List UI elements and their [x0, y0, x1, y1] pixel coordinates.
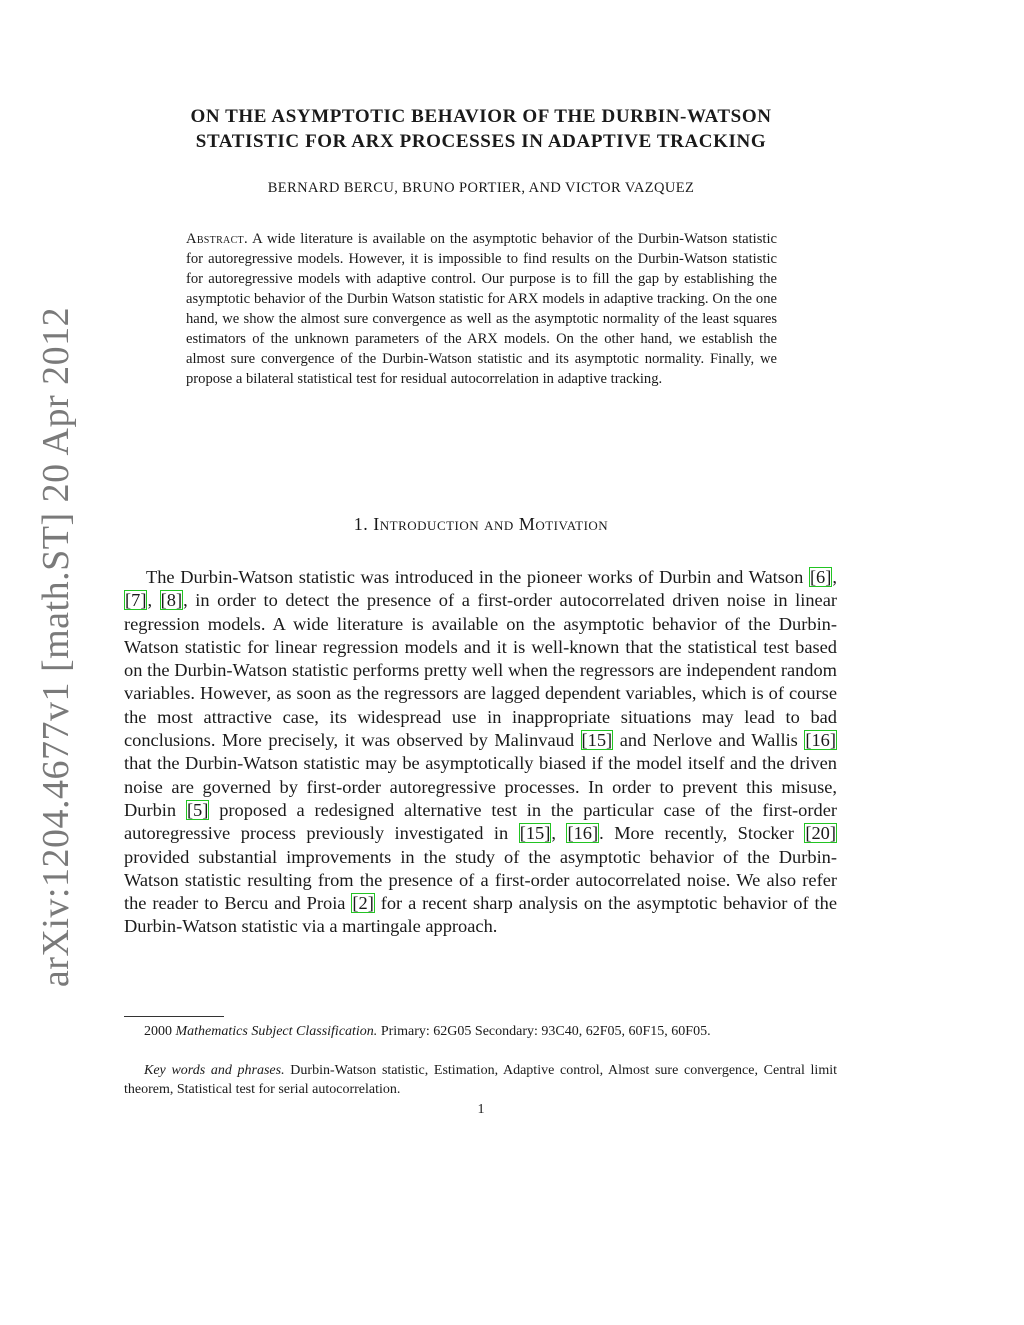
citation-link[interactable]: [5]: [186, 799, 209, 820]
body-text: ,: [147, 590, 160, 611]
section-title: Introduction and Motivation: [373, 514, 609, 534]
title-line-2: STATISTIC FOR ARX PROCESSES IN ADAPTIVE TRACKING: [195, 131, 767, 152]
body-text: , in order to detect the presence of a first-order autocorrelated driven noise in linear regression models. A wide literature is available on the asymptotic behavior of the Durbin-Watson statistic for linear regression models and it is well-known that the statistical test based on the Durbin-Watson statistic performs pretty well when the regressors are independent random variables. However, as soon as the regressors are lagged dependent variables, which is of course the most attractive case, its widespread use in inappropriate situations may lead to bad conclusions. More precisely, it was observed by Malinvaud: [124, 590, 837, 751]
citation-link[interactable]: [6]: [809, 567, 832, 587]
citation-link[interactable]: [20]: [805, 823, 836, 844]
section-heading: [124, 514, 838, 535]
footnote-rule: [124, 1016, 224, 1017]
section-number: 1.: [353, 514, 369, 534]
citation-link[interactable]: [15]: [519, 823, 551, 844]
keywords-label: Key words and phrases.: [144, 1063, 285, 1078]
paper-title: [124, 104, 838, 154]
footnote-msc: [124, 1022, 837, 1041]
body-text: for a recent sharp analysis on the asymptotic behavior of the Durbin-Watson statistic via a martingale approach.: [124, 893, 837, 937]
msc-text: Primary: 62G05 Secondary: 93C40, 62F05, 60F15, 60F05.: [380, 1024, 711, 1039]
footnote-keywords: [124, 1061, 837, 1099]
citation-link[interactable]: [7]: [125, 590, 147, 611]
citation-link[interactable]: [16]: [567, 823, 599, 844]
body-text: ,: [551, 823, 567, 844]
abstract: [186, 229, 777, 389]
intro-paragraph: [124, 566, 837, 939]
citation-link[interactable]: [16]: [805, 730, 836, 751]
arxiv-identifier: arXiv:1204.4677v1 [math.ST] 20 Apr 2012: [35, 306, 77, 988]
body-text: that the Durbin-Watson statistic may be asymptotically biased if the model itself and the driven noise are governed by first-order autoregressive processes. In order to prevent this misuse, Durbin: [124, 753, 837, 820]
body-text: provided substantial improvements in the study of the asymptotic behavior of the Durbin-Watson statistic resulting from the presence of a first-order autocorrelated noise. We also refer the reader to Bercu and Proia: [124, 846, 837, 914]
citation-link[interactable]: [15]: [581, 730, 613, 751]
authors: BERNARD BERCU, BRUNO PORTIER, AND VICTOR VAZQUEZ: [267, 180, 695, 196]
body-text: and Nerlove and Wallis: [613, 730, 805, 751]
body-text: proposed a redesigned alternative test in the particular case of the first-order autoregressive process previously investigated in: [124, 799, 837, 844]
msc-label: Mathematics Subject Classification.: [175, 1024, 378, 1039]
citation-link[interactable]: [8]: [160, 590, 183, 611]
msc-year: 2000: [144, 1024, 172, 1039]
keywords-text: Durbin-Watson statistic, Estimation, Adaptive control, Almost sure convergence, Central limit theorem, Statistical test for serial autocorrelation.: [124, 1063, 837, 1097]
abstract-text: A wide literature is available on the asymptotic behavior of the Durbin-Watson statistic for autoregressive models. However, it is impossible to find results on the Durbin-Watson statistic for autoregressive models with adaptive control. Our purpose is to fill the gap by establishing the asymptotic behavior of the Durbin Watson statistic for ARX models in adaptive tracking. On the one hand, we show the almost sure convergence as well as the asymptotic normality of the least squares estimators of the unknown parameters of the ARX models. On the other hand, we establish the almost sure convergence of the Durbin-Watson statistic and its asymptotic normality. Finally, we propose a bilateral statistical test for residual autocorrelation in adaptive tracking.: [186, 231, 777, 387]
body-text: . More recently, Stocker: [599, 823, 805, 844]
title-line-1: ON THE ASYMPTOTIC BEHAVIOR OF THE DURBIN-WATSON: [190, 106, 772, 127]
body-text: The Durbin-Watson statistic was introduced in the pioneer works of Durbin and Watson: [146, 567, 809, 587]
abstract-label: Abstract.: [186, 231, 248, 247]
citation-link[interactable]: [2]: [352, 893, 374, 914]
body-text: ,: [832, 567, 837, 587]
page-number: 1: [477, 1102, 485, 1117]
